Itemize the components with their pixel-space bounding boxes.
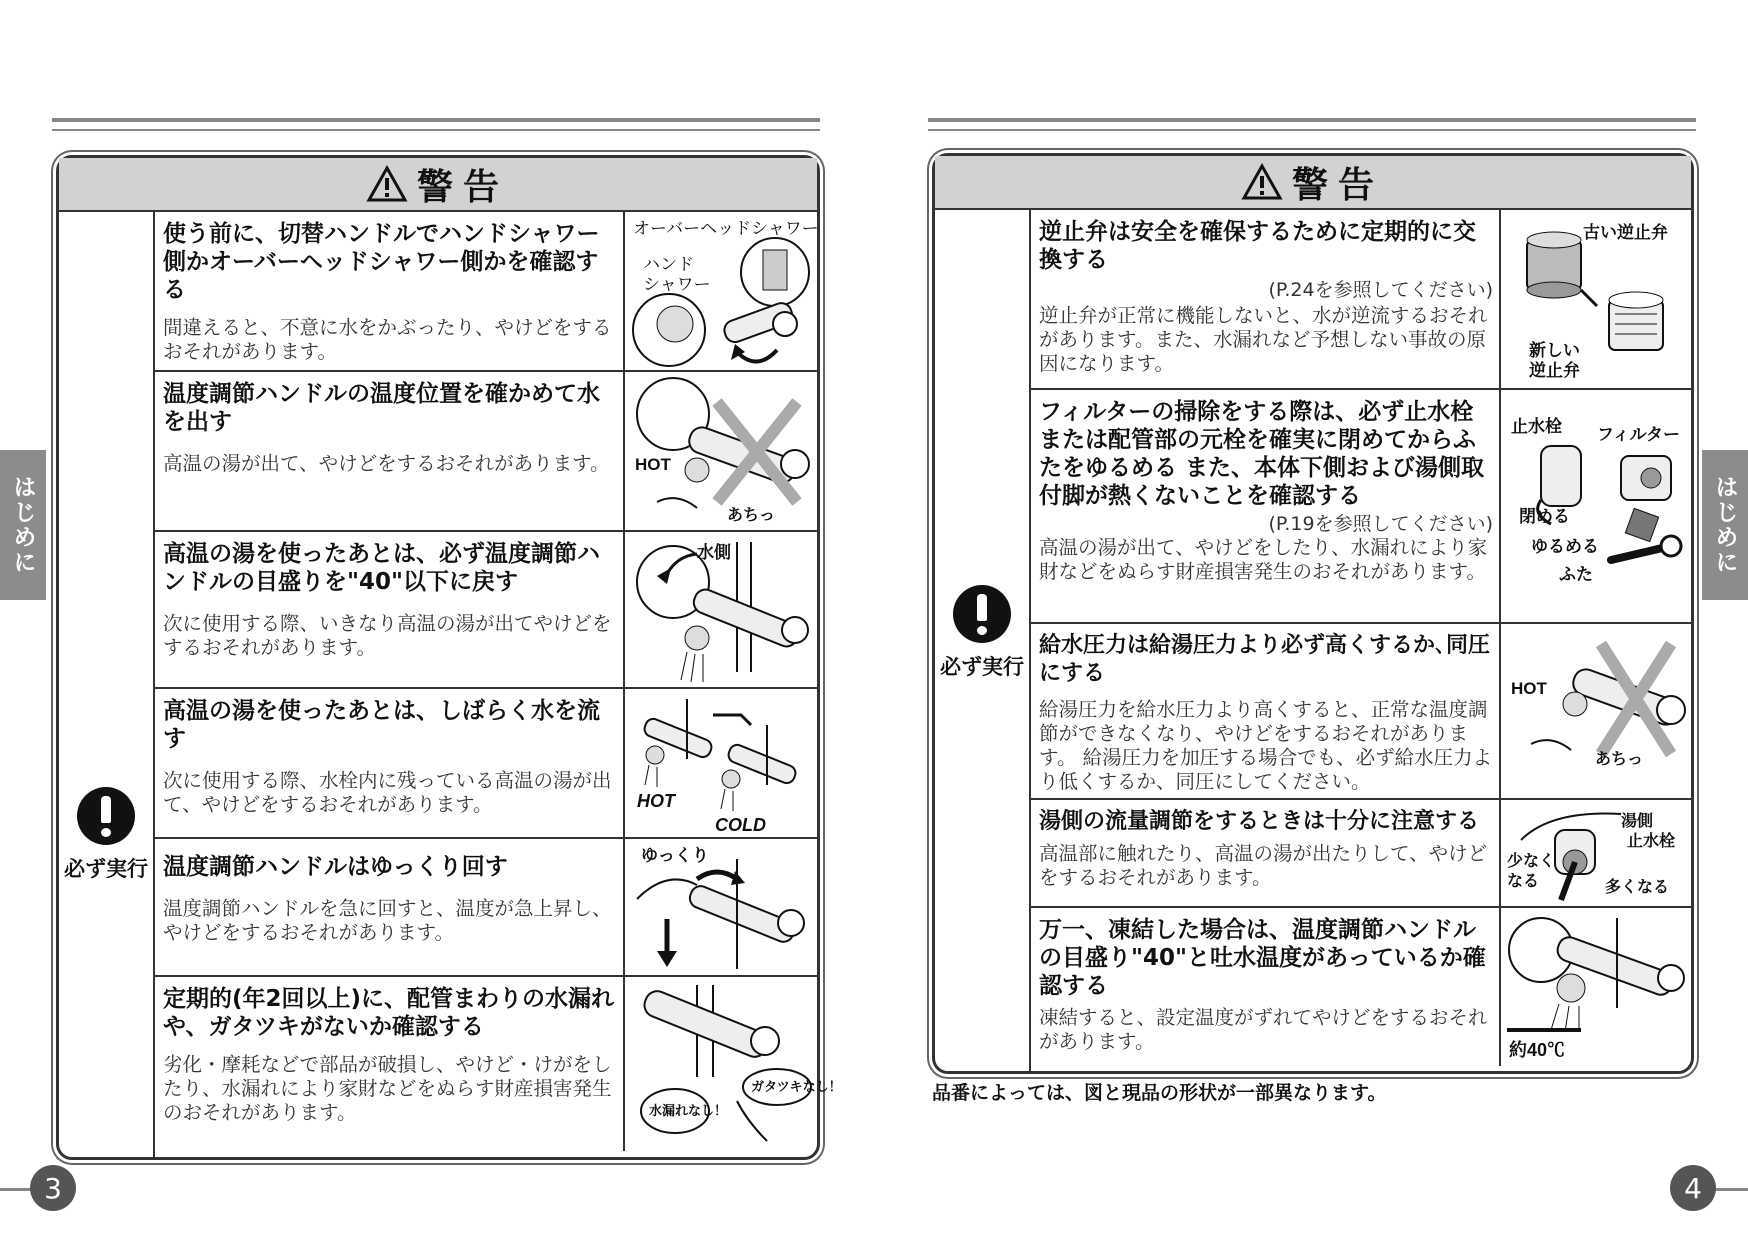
row-title: 温度調節ハンドルはゆっくり回す bbox=[163, 854, 508, 880]
illustration-check-temp bbox=[627, 372, 817, 530]
label-less: 少なく bbox=[1507, 853, 1556, 870]
panel-header-left bbox=[59, 158, 817, 212]
row-body: 逆止弁が正常に機能しないと、水が逆流するおそれがあります。また、水漏れなど予想しない事故の原因になります。 bbox=[1039, 304, 1488, 375]
row-title: 万一、凍結した場合は、温度調節ハンドルの目盛り"40"と吐水温度があっているか確認する bbox=[1039, 917, 1486, 999]
label-hot-3: HOT bbox=[1511, 679, 1547, 698]
label-close: 閉める bbox=[1519, 507, 1570, 526]
exclamation-icon bbox=[77, 787, 135, 845]
warning-row-4 bbox=[1031, 800, 1691, 908]
row-title: フィルターの掃除をする際は、必ず止水栓または配管部の元栓を確実に閉めてからふたをゆるめる また、本体下側および湯側取付脚が熱くないことを確認する bbox=[1039, 399, 1485, 509]
row-body: 次に使用する際、水栓内に残っている高温の湯が出て、やけどをするおそれがあります。 bbox=[163, 769, 612, 816]
row-body: 高温部に触れたり、高温の湯が出たりして、やけどをするおそれがあります。 bbox=[1039, 842, 1488, 889]
must-do-column-left bbox=[59, 212, 155, 1157]
row-title: 定期的(年2回以上)に、配管まわりの水漏れや、ガタツキがないか確認する bbox=[163, 986, 615, 1040]
warning-panel-left bbox=[56, 155, 842, 1160]
label-valve: 逆止弁 bbox=[1529, 361, 1580, 380]
label-hot-side: 湯側 bbox=[1621, 813, 1654, 830]
row-body: 間違えると、不意に水をかぶったり、やけどをするおそれがあります。 bbox=[163, 316, 612, 363]
illustration-run-water bbox=[627, 689, 817, 837]
row-ref: (P.24を参照してください) bbox=[1268, 279, 1493, 301]
warning-triangle-icon bbox=[367, 166, 407, 202]
row-body: 高温の湯が出て、やけどをするおそれがあります。 bbox=[163, 452, 610, 475]
label-loosen: ゆるめる bbox=[1531, 537, 1599, 556]
page-number-right: 4 bbox=[1670, 1165, 1716, 1211]
label-slowly: ゆっくり bbox=[641, 846, 709, 865]
footnote: 品番によっては、図と現品の形状が一部異なります。 bbox=[932, 1082, 1387, 1104]
row-body: 劣化・摩耗などで部品が破損し、やけど・けがをしたり、水漏れにより家財などをぬらす財産損害発生のおそれがあります。 bbox=[163, 1053, 612, 1124]
warning-row-5 bbox=[1031, 908, 1691, 1066]
warning-row-6 bbox=[155, 977, 842, 1151]
label-old-valve: 古い逆止弁 bbox=[1583, 223, 1668, 242]
row-body: 温度調節ハンドルを急に回すと、温度が急上昇し、やけどをするおそれがあります。 bbox=[163, 897, 612, 944]
row-title: 給水圧力は給湯圧力より必ず高くするか､同圧にする bbox=[1039, 633, 1491, 686]
row-title: 高温の湯を使ったあとは、しばらく水を流す bbox=[163, 698, 600, 752]
label-more: 多くなる bbox=[1605, 879, 1670, 896]
illustration-filter-clean bbox=[1501, 390, 1691, 622]
side-tab-left[interactable]: はじめに bbox=[0, 450, 46, 600]
label-no-leak: 水漏れなし！ bbox=[649, 1103, 728, 1118]
illustration-frozen bbox=[1501, 908, 1691, 1066]
label-achi-2: あちっ bbox=[1595, 751, 1644, 768]
warning-row-5 bbox=[155, 839, 817, 977]
label-water-side: 水側 bbox=[697, 543, 731, 562]
row-body: 次に使用する際、いきなり高温の湯が出てやけどをするおそれがあります。 bbox=[163, 612, 612, 659]
exclamation-icon bbox=[953, 585, 1011, 643]
label-stop-valve-2: 止水栓 bbox=[1627, 833, 1676, 850]
must-do-label: 必ず実行 bbox=[940, 655, 1024, 679]
warning-panel-right bbox=[932, 153, 1694, 1074]
label-cold: COLD bbox=[715, 815, 766, 835]
label-becomes: なる bbox=[1507, 873, 1540, 890]
page-line-right bbox=[1712, 1188, 1748, 1191]
side-tab-right[interactable]: はじめに bbox=[1702, 450, 1748, 600]
warning-row-2 bbox=[155, 372, 817, 532]
label-no-rattle: ガタツキなし！ bbox=[751, 1079, 842, 1094]
label-achi: あちっ bbox=[727, 507, 776, 524]
row-title: 逆止弁は安全を確保するために定期的に交換する bbox=[1039, 219, 1476, 273]
must-do-column-right bbox=[935, 210, 1031, 1071]
illustration-turn-slowly bbox=[627, 839, 817, 975]
panel-header-right bbox=[935, 156, 1691, 210]
row-title: 湯側の流量調節をするときは十分に注意する bbox=[1039, 809, 1480, 834]
illustration-return-40 bbox=[627, 532, 817, 687]
row-title: 高温の湯を使ったあとは、必ず温度調節ハンドルの目盛りを"40"以下に戻す bbox=[163, 541, 600, 595]
warning-row-2 bbox=[1031, 390, 1691, 624]
warning-row-3 bbox=[155, 532, 817, 689]
label-shower: シャワー bbox=[643, 275, 711, 294]
top-rule-left-2 bbox=[52, 129, 820, 131]
label-approx-40c: 約40℃ bbox=[1509, 1040, 1566, 1060]
row-title: 使う前に、切替ハンドルでハンドシャワー側かオーバーヘッドシャワー側かを確認する bbox=[163, 221, 600, 303]
illustration-flow-adjust bbox=[1501, 800, 1691, 906]
warning-row-1 bbox=[1031, 210, 1691, 390]
warning-triangle-icon bbox=[1242, 164, 1282, 200]
panel-title: 警告 bbox=[416, 166, 509, 208]
top-rule-right bbox=[928, 118, 1696, 122]
row-body: 高温の湯が出て、やけどをしたり、水漏れにより家財などをぬらす財産損害発生のおそれがあります。 bbox=[1039, 536, 1488, 583]
row-title: 温度調節ハンドルの温度位置を確かめて水を出す bbox=[163, 381, 600, 435]
label-new: 新しい bbox=[1529, 341, 1580, 360]
row-ref: (P.19を参照してください) bbox=[1268, 513, 1493, 535]
warning-row-1 bbox=[155, 212, 817, 372]
illustration-check-valve bbox=[1501, 210, 1691, 388]
warning-row-4 bbox=[155, 689, 817, 839]
top-rule-right-2 bbox=[928, 129, 1696, 131]
row-body: 給湯圧力を給水圧力より高くすると、正常な温度調節ができなくなり、やけどをするおそれがあります。 給湯圧力を加圧する場合でも、必ず給水圧力より低くするか、同圧にしてください。 bbox=[1039, 698, 1493, 793]
illustration-pressure bbox=[1501, 624, 1691, 798]
illustration-check-leaks bbox=[627, 977, 842, 1151]
row-body: 凍結すると、設定温度がずれてやけどをするおそれがあります。 bbox=[1039, 1006, 1488, 1053]
top-rule-left bbox=[52, 118, 820, 122]
page-number-left: 3 bbox=[30, 1165, 76, 1211]
label-lid: ふた bbox=[1559, 565, 1593, 584]
label-hot: HOT bbox=[635, 455, 671, 474]
panel-title: 警告 bbox=[1291, 164, 1384, 206]
label-hot-2: HOT bbox=[637, 791, 675, 811]
label-overhead-shower: オーバーヘッドシャワー bbox=[633, 219, 819, 238]
label-stop-valve: 止水栓 bbox=[1511, 417, 1562, 436]
warning-row-3 bbox=[1031, 624, 1691, 800]
label-filter: フィルター bbox=[1597, 425, 1680, 444]
label-hand: ハンド bbox=[643, 255, 694, 274]
must-do-label: 必ず実行 bbox=[64, 857, 148, 881]
illustration-shower-switch bbox=[627, 212, 817, 370]
